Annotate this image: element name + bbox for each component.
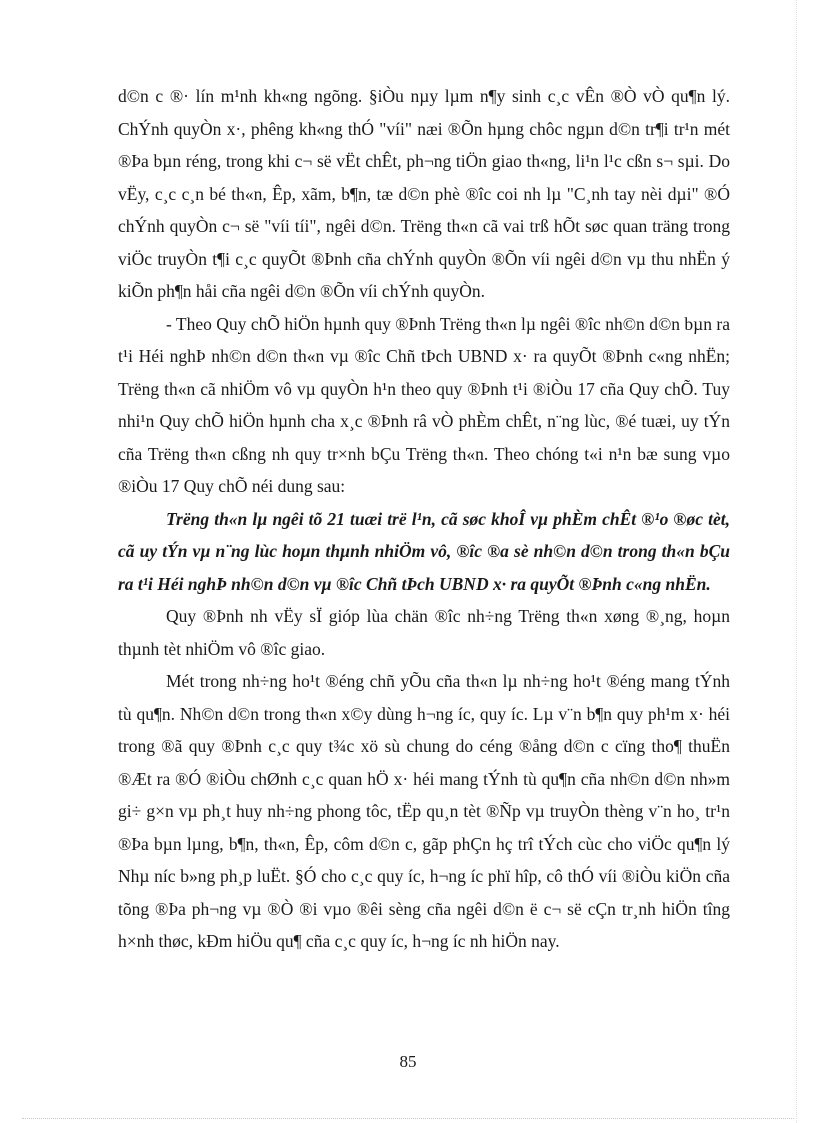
paragraph-4: Quy ®Þnh nh vËy sÏ gióp lùa chän ®îc nh÷ng Trëng th«n xøng ®¸ng, hoµn thµnh tèt nhiÖm vô ®îc giao. (118, 606, 730, 659)
paragraph-1: d©n c ®· lín m¹nh kh«ng ngõng. §iÒu nµy lµm n¶y sinh c¸c vÊn ®Ò vÒ qu¶n lý. ChÝnh quyÒn x·, phêng kh«ng thÓ "víi" næi ®Õn hµng chôc ngµn d©n tr¶i tr¹n mét ®Þa bµn réng, trong khi c¬ së vËt chÊt, ph¬ng tiÖn giao th«ng, li¹n l¹c cßn s¬ sµi. Do vËy, c¸c c¸n bé th«n, Êp, xãm, b¶n, tæ d©n phè ®îc coi nh lµ "C¸nh tay nèi dµi" ®Ó chÝnh quyÒn c¬ së "víi tíi", ngêi d©n. Trëng th«n cã vai trß hÕt søc quan träng trong viÖc truyÒn t¶i c¸c quyÕt ®Þnh cña chÝnh quyÒn ®Õn víi ngêi d©n vµ thu nhËn ý kiÕn ph¶n håi cña ngêi d©n ®Õn víi chÝnh quyÒn. (118, 86, 730, 301)
paragraph-2: - Theo Quy chÕ hiÖn hµnh quy ®Þnh Trëng th«n lµ ngêi ®îc nh©n d©n bµn ra t¹i Héi nghÞ nh©n d©n th«n vµ ®îc Chñ tÞch UBND x· ra quyÕt ®Þnh c«ng nhËn; Trëng th«n cã nhiÖm vô vµ quyÒn h¹n theo quy ®Þnh t¹i ®iÒu 17 cña Quy chÕ. Tuy nhi¹n Quy chÕ hiÖn hµnh cha x¸c ®Þnh râ vÒ phÈm chÊt, n¨ng lùc, ®é tuæi, uy tÝn cña Trëng th«n cßng nh quy tr×nh bÇu Trëng th«n. Theo chóng t«i n¹n bæ sung vµo ®iÒu 17 Quy chÕ néi dung sau: (118, 313, 730, 496)
paragraph-5: Mét trong nh÷ng ho¹t ®éng chñ yÕu cña th«n lµ nh÷ng ho¹t ®éng mang tÝnh tù qu¶n. Nh©n d©n trong th«n x©y dùng h¬ng íc, quy íc. Lµ v¨n b¶n quy ph¹m x· héi trong ®ã quy ®Þnh c¸c quy t¾c xö sù chung do céng ®ång d©n c cïng tho¶ thuËn ®Æt ra ®Ó ®iÒu chØnh c¸c quan hÖ x· héi mang tÝnh tù qu¶n cña nh©n d©n nh»m gi÷ g×n vµ ph¸t huy nh÷ng phong tôc, tËp qu¸n tèt ®Ñp vµ truyÒn thèng v¨n ho¸ tr¹n ®Þa bµn lµng, b¶n, th«n, Êp, côm d©n c, gãp phÇn hç trî tÝch cùc cho viÖc qu¶n lý Nhµ níc b»ng ph¸p luËt. §Ó cho c¸c quy íc, h¬ng íc phï hîp, cô thÓ víi ®iÒu kiÖn cña tõng ®Þa ph¬ng vµ ®Ò ®i vµo ®êi sèng cña ngêi d©n ë c¬ së cÇn tr¸nh hiÖn tîng h×nh thøc, kÐm hiÖu qu¶ cña c¸c quy íc, h¬ng íc nh hiÖn nay. (118, 671, 730, 951)
body-text (118, 80, 730, 958)
footer-divider (22, 1118, 794, 1119)
paragraph-3-emphasized: Trëng th«n lµ ngêi tõ 21 tuæi trë l¹n, cã søc khoÎ vµ phÈm chÊt ®¹o ®øc tèt, cã uy tÝn vµ n¨ng lùc hoµn thµnh nhiÖm vô, ®îc ®a sè nh©n d©n trong th«n bÇu ra t¹i Héi nghÞ nh©n d©n vµ ®îc Chñ tÞch UBND x· ra quyÕt ®Þnh c«ng nhËn. (118, 508, 730, 594)
page-number: 85 (399, 1052, 417, 1071)
page-edge-divider (796, 0, 797, 1123)
